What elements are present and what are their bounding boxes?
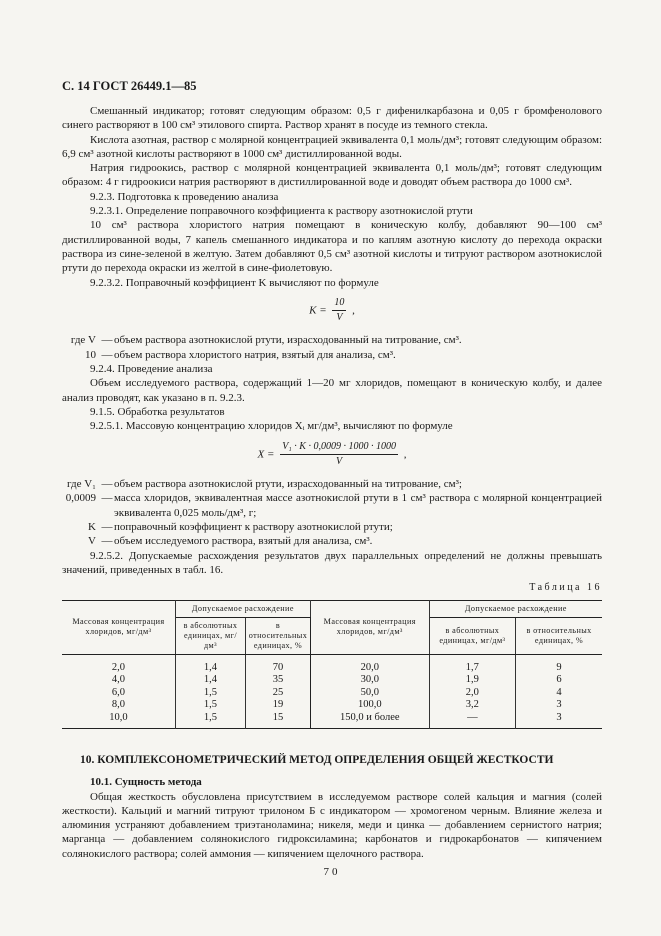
table-row — [62, 654, 602, 674]
table-cell: 20,0 — [310, 654, 429, 674]
paragraph-9-1-5: 9.1.5. Обработка результатов — [90, 405, 225, 418]
definition-symbol: где V — [70, 334, 96, 347]
table-cell: 3,2 — [429, 699, 515, 712]
table-cell: 25 — [246, 687, 311, 700]
formula-k-numerator: 10 — [332, 296, 346, 311]
table-cell: 3 — [516, 699, 602, 712]
paragraph-9-2-5-2: 9.2.5.2. Допускаемые расхождения результатов двух параллельных определений не должны превышать значений, приведенных в табл. 16. — [62, 549, 602, 576]
subsection-heading-10-1: 10.1. Сущность метода — [90, 776, 202, 789]
table-cell: 6 — [516, 674, 602, 687]
paragraph-analysis: Объем исследуемого раствора, содержащий 1—20 мг хлоридов, помещают в коническую колбу, и далее анализ проводят, как указано в п. 9.2.3. — [62, 377, 602, 404]
definition-dash: — — [101, 478, 113, 491]
paragraph-nitric-acid: Кислота азотная, раствор с молярной концентрацией эквивалента 0,1 моль/дм³; готовят следующим образом: 6,9 см³ азотной кислоты растворяют в 1000 см³ дистиллированной воды. — [62, 133, 602, 160]
column-header-absolute-right: в абсолютных единицах, мг/дм³ — [429, 617, 515, 654]
table-row — [62, 674, 602, 687]
definition-symbol: V — [88, 535, 96, 548]
column-header-concentration-left: Массовая концентрация хлоридов, мг/дм³ — [62, 600, 175, 654]
definitions-k — [62, 333, 602, 362]
column-header-allowed-right: Допускаемое расхождение — [429, 600, 602, 617]
formula-k-tail: , — [352, 304, 355, 317]
table-cell: 1,5 — [175, 699, 245, 712]
table-row — [62, 712, 602, 729]
table-caption: Таблица 16 — [529, 582, 602, 594]
column-header-relative-right: в относительных единицах, % — [516, 617, 602, 654]
column-header-relative-left: в относительных единицах, % — [246, 617, 311, 654]
table-row — [62, 699, 602, 712]
table-cell: — — [429, 712, 515, 729]
table-cell: 1,5 — [175, 687, 245, 700]
definitions-x — [62, 477, 602, 548]
page-header: С. 14 ГОСТ 26449.1—85 — [62, 79, 197, 93]
paragraph-9-2-3: 9.2.3. Подготовка к проведению анализа — [90, 190, 279, 203]
table-cell: 50,0 — [310, 687, 429, 700]
definition-symbol: 10 — [85, 348, 96, 361]
definition-dash: — — [101, 492, 113, 505]
definition-row — [62, 520, 602, 534]
table-cell: 100,0 — [310, 699, 429, 712]
definition-dash: — — [101, 348, 113, 361]
table-cell: 10,0 — [62, 712, 175, 729]
definition-dash: — — [101, 535, 113, 548]
definition-row — [62, 348, 602, 362]
table-cell: 70 — [246, 654, 311, 674]
paragraph-hardness: Общая жесткость обусловлена присутствием в исследуемом растворе солей кальция и магния (солей жесткости). Кальций и магний титруют трилоном Б с индикатором — хромогеном черным. Влияние железа и алюминия устраняют добавлением триэтаноламина; никеля, меди и цинка — добавлением сернистого натрия; марганца — добавлением солянокислого гидроксиламина; карбонатов и гидрокарбонатов — кипячением солянокислого раствора; солей аммония — кипячением щелочного раствора. — [62, 790, 602, 860]
definition-row — [62, 534, 602, 548]
definition-row — [62, 333, 602, 347]
paragraph-mixed-indicator: Смешанный индикатор; готовят следующим образом: 0,5 г дифенилкарбазона и 0,05 г бромфенолового синего растворяют в 100 см³ этилового спирта. Раствор хранят в посуде из темного стекла. — [62, 105, 602, 132]
paragraph-sodium-hydroxide: Натрия гидроокись, раствор с молярной концентрацией эквивалента 0,1 моль/дм³; готовят следующим образом: 4 г гидроокиси натрия растворяют в дистиллированной воде и доводят объем раствора до 1000 см³. — [62, 162, 602, 189]
formula-x-fraction — [280, 440, 398, 470]
formula-x-tail: , — [403, 447, 407, 460]
document-body — [62, 104, 602, 861]
table-cell: 1,4 — [175, 654, 245, 674]
definition-row — [62, 477, 602, 491]
table-cell: 3 — [516, 712, 602, 729]
table-cell: 150,0 и более — [310, 712, 429, 729]
table-cell: 30,0 — [310, 674, 429, 687]
table-cell: 4 — [516, 687, 602, 700]
table-cell: 2,0 — [62, 654, 175, 674]
table-cell: 1,9 — [429, 674, 515, 687]
table-row — [62, 687, 602, 700]
definition-row — [62, 491, 602, 520]
formula-k-lhs: K = — [309, 304, 327, 317]
definition-text: объем раствора азотнокислой ртути, израсходованный на титрование, см³; — [114, 478, 462, 491]
column-header-allowed-left: Допускаемое расхождение — [175, 600, 310, 617]
definition-symbol: K — [88, 521, 96, 534]
table-cell: 1,5 — [175, 712, 245, 729]
formula-k — [62, 296, 602, 326]
definition-text: объем исследуемого раствора, взятый для анализа, см³. — [114, 535, 373, 548]
section-heading-10: 10. КОМПЛЕКСОНОМЕТРИЧЕСКИЙ МЕТОД ОПРЕДЕЛЕНИЯ ОБЩЕЙ ЖЕСТКОСТИ — [80, 754, 554, 766]
table-cell: 35 — [246, 674, 311, 687]
table-cell: 2,0 — [429, 687, 515, 700]
table-cell: 8,0 — [62, 699, 175, 712]
definition-text: объем раствора хлористого натрия, взятый для анализа, см³. — [114, 348, 396, 361]
column-header-absolute-left: в абсолютных единицах, мг/дм³ — [175, 617, 245, 654]
paragraph-9-2-5-1: 9.2.5.1. Массовую концентрацию хлоридов Xᵢ мг/дм³, вычисляют по формуле — [90, 420, 453, 433]
column-header-concentration-right: Массовая концентрация хлоридов, мг/дм³ — [310, 600, 429, 654]
definition-text: поправочный коэффициент к раствору азотнокислой ртути; — [114, 521, 393, 534]
formula-x-numerator: V₁ · K · 0,0009 · 1000 · 1000 — [280, 440, 398, 455]
definition-symbol: где V₁ — [67, 478, 96, 491]
table-cell: 9 — [516, 654, 602, 674]
definition-text: объем раствора азотнокислой ртути, израсходованный на титрование, см³. — [114, 334, 462, 347]
paragraph-titration: 10 см³ раствора хлористого натрия помещают в коническую колбу, добавляют 90—100 см³ дистиллированной воды, 7 капель смешанного индикатора и по каплям азотную кислоту до перехода окраски раствора из сине-зеленой в желтую. Затем добавляют 0,5 см³ азотной кислоты и титруют раствором азотнокислой ртути до перехода окраски из желтой в сине-фиолетовую. — [62, 219, 602, 275]
formula-x-denominator: V — [336, 455, 343, 467]
definition-text: масса хлоридов, эквивалентная массе азотнокислой ртути в 1 см³ раствора с молярной концентрацией эквивалента 0,025 моль/дм³, г; — [114, 492, 602, 519]
paragraph-9-2-4: 9.2.4. Проведение анализа — [90, 363, 213, 376]
table-cell: 1,4 — [175, 674, 245, 687]
formula-x — [62, 440, 602, 470]
table-cell: 15 — [246, 712, 311, 729]
formula-k-denominator: V — [336, 312, 343, 324]
definition-dash: — — [101, 521, 113, 534]
table-cell: 19 — [246, 699, 311, 712]
table-16 — [62, 600, 602, 730]
definition-dash: — — [101, 334, 113, 347]
formula-x-lhs: X = — [257, 447, 275, 460]
paragraph-9-2-3-1: 9.2.3.1. Определение поправочного коэффициента к раствору азотнокислой ртути — [90, 205, 473, 218]
paragraph-9-2-3-2: 9.2.3.2. Поправочный коэффициент K вычисляют по формуле — [90, 276, 379, 289]
definition-symbol: 0,0009 — [65, 492, 96, 505]
table-cell: 4,0 — [62, 674, 175, 687]
table-cell: 1,7 — [429, 654, 515, 674]
page-number: 70 — [323, 866, 341, 878]
formula-k-fraction — [332, 296, 346, 326]
table-cell: 6,0 — [62, 687, 175, 700]
